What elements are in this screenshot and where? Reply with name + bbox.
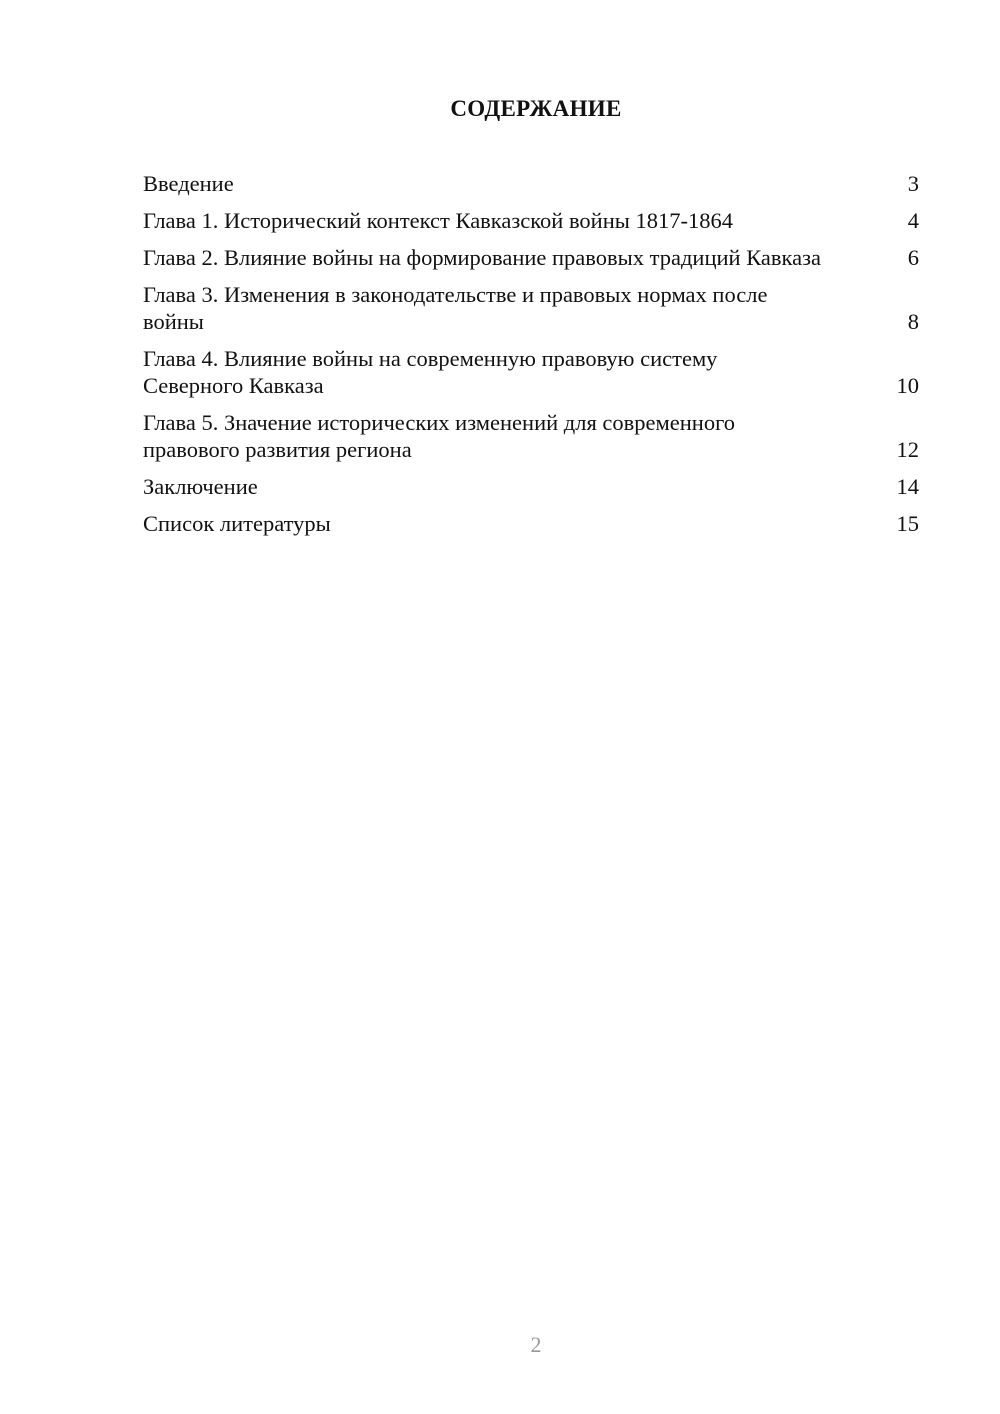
toc-entry-text: Введение (143, 171, 234, 196)
toc-title: СОДЕРЖАНИЕ (450, 96, 622, 121)
toc-entry-text: Список литературы (143, 511, 331, 536)
toc-entry-page: 15 (896, 511, 919, 536)
toc-entry-text: Глава 4. Влияние войны на современную правовую систему Северного Кавказа (143, 346, 718, 398)
toc-entry-chapter-4 (143, 345, 919, 399)
toc-entry-chapter-5 (143, 409, 919, 463)
toc-entry-chapter-3 (143, 281, 919, 335)
toc-entry-text: Заключение (143, 474, 258, 499)
toc-entry-page: 4 (907, 208, 919, 233)
toc-entry-page: 12 (896, 437, 919, 462)
toc-entry-page: 3 (907, 171, 919, 196)
toc-entry-page: 14 (896, 474, 919, 499)
toc-entry-text: Глава 1. Исторический контекст Кавказской войны 1817-1864 (143, 208, 733, 233)
toc-entry-introduction (143, 170, 919, 197)
toc-entry-references (143, 510, 919, 537)
toc-list (143, 170, 919, 547)
toc-entry-page: 8 (907, 309, 919, 334)
toc-entry-text: Глава 5. Значение исторических изменений для современного правового развития региона (143, 410, 735, 462)
toc-entry-page: 10 (896, 373, 919, 398)
toc-entry-text: Глава 3. Изменения в законодательстве и правовых нормах после войны (143, 282, 768, 334)
toc-entry-chapter-2 (143, 244, 919, 271)
toc-entry-page: 6 (907, 245, 919, 270)
toc-entry-text: Глава 2. Влияние войны на формирование правовых традиций Кавказа (143, 245, 821, 270)
toc-entry-conclusion (143, 473, 919, 500)
page-number: 2 (530, 1332, 542, 1357)
toc-entry-chapter-1 (143, 207, 919, 234)
